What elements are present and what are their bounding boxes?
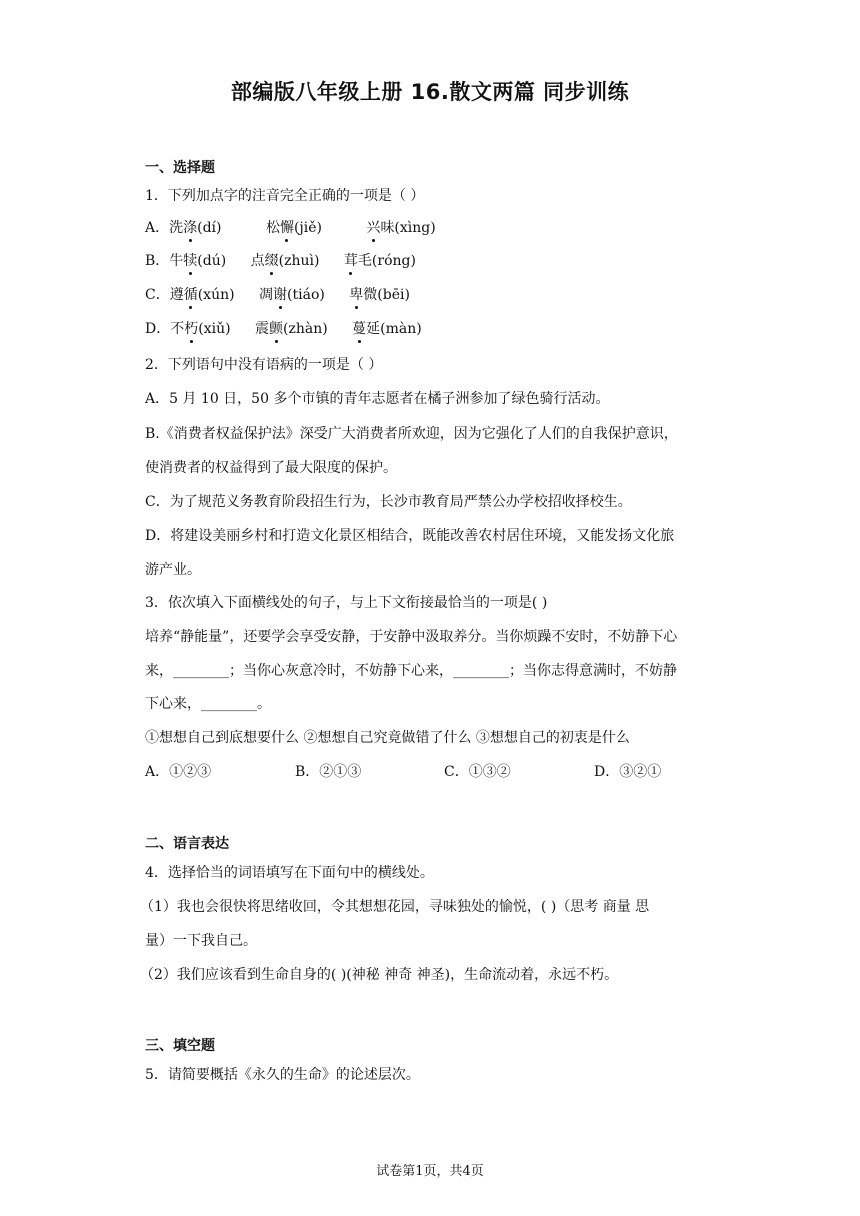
question-3-passage: 培养“静能量”，还要学会享受安静，于安静中汲取养分。当你烦躁不安时，不妨静下心 bbox=[145, 629, 678, 645]
option-text: 味(xìng) bbox=[380, 220, 436, 236]
dotted-char: 懈 bbox=[279, 220, 294, 236]
section-heading-language: 二、语言表达 bbox=[145, 836, 229, 852]
question-3-option-d[interactable]: D．③②① bbox=[594, 764, 662, 780]
question-3-passage-end: 下心来，________。 bbox=[145, 696, 271, 712]
pinyin: (zhàn) bbox=[283, 321, 328, 337]
dotted-char: 兴 bbox=[366, 220, 381, 236]
option-text: 毛(róng) bbox=[357, 253, 416, 269]
pinyin: (dí) bbox=[197, 220, 222, 236]
pinyin: (zhuì) bbox=[278, 253, 320, 269]
question-3-stem: 3．依次填入下面横线处的句子，与上下文衔接最恰当的一项是( ) bbox=[145, 595, 548, 611]
page-footer: 试卷第1页，共4页 bbox=[376, 1164, 484, 1179]
question-1-option-a[interactable] bbox=[145, 218, 436, 238]
dotted-char: 循 bbox=[183, 287, 198, 303]
option-label: D． bbox=[145, 321, 171, 337]
dotted-char: 谢 bbox=[273, 287, 288, 303]
option-text: 凋 bbox=[259, 287, 274, 303]
question-4-sentence-1-cont: 量）一下我自己。 bbox=[145, 933, 257, 949]
question-4-sentence-1: （1）我也会很快将思绪收回，令其想想花园，寻味独处的愉悦，( )（思考 商量 思 bbox=[140, 899, 650, 915]
question-3-items: ①想想自己到底想要什么 ②想想自己究竟做错了什么 ③想想自己的初衷是什么 bbox=[145, 730, 630, 746]
section-heading-choice: 一、选择题 bbox=[145, 160, 215, 176]
option-label: B． bbox=[145, 253, 170, 269]
question-5-stem: 5．请简要概括《永久的生命》的论述层次。 bbox=[145, 1067, 420, 1083]
question-2-option-d-cont: 游产业。 bbox=[145, 562, 201, 578]
option-text: 洗 bbox=[169, 220, 184, 236]
option-text: 松 bbox=[265, 220, 280, 236]
option-text: 微(bēi) bbox=[363, 287, 410, 303]
option-text: 震 bbox=[255, 321, 270, 337]
question-1-stem: 1．下列加点字的注音完全正确的一项是（ ） bbox=[145, 188, 425, 204]
question-2-option-d[interactable]: D．将建设美丽乡村和打造文化景区相结合，既能改善农村居住环境，又能发扬文化旅 bbox=[145, 528, 675, 544]
question-2-option-c[interactable]: C．为了规范义务教育阶段招生行为，长沙市教育局严禁公办学校招收择校生。 bbox=[145, 494, 632, 510]
question-3-option-b[interactable]: B．②①③ bbox=[295, 764, 362, 780]
pinyin: (tiáo) bbox=[287, 287, 325, 303]
question-2-option-b-cont: 使消费者的权益得到了最大限度的保护。 bbox=[145, 460, 397, 476]
question-1-option-d[interactable] bbox=[145, 319, 422, 339]
option-text: 点 bbox=[250, 253, 265, 269]
option-text: 延(màn) bbox=[366, 321, 422, 337]
dotted-char: 缀 bbox=[264, 253, 279, 269]
question-2-option-b[interactable]: B.《消费者权益保护法》深受广大消费者所欢迎，因为它强化了人们的自我保护意识， bbox=[145, 426, 678, 442]
dotted-char: 卑 bbox=[349, 287, 364, 303]
option-label: A． bbox=[145, 220, 170, 236]
option-text: 不 bbox=[170, 321, 185, 337]
question-3-option-c[interactable]: C．①③② bbox=[444, 764, 511, 780]
question-3-option-a[interactable]: A．①②③ bbox=[145, 764, 212, 780]
pinyin: (jiě) bbox=[293, 220, 322, 236]
dotted-char: 颤 bbox=[269, 321, 284, 337]
page-title: 部编版八年级上册 16.散文两篇 同步训练 bbox=[230, 80, 630, 104]
question-4-stem: 4．选择恰当的词语填写在下面句中的横线处。 bbox=[145, 865, 434, 881]
dotted-char: 涤 bbox=[183, 220, 198, 236]
pinyin: (xiǔ) bbox=[198, 321, 231, 337]
option-label: C． bbox=[145, 287, 170, 303]
question-4-sentence-2: （2）我们应该看到生命自身的( )(神秘 神奇 神圣)，生命流动着，永远不朽。 bbox=[140, 967, 619, 983]
question-2-option-a[interactable]: A．5 月 10 日，50 多个市镇的青年志愿者在橘子洲参加了绿色骑行活动。 bbox=[145, 391, 610, 407]
question-1-option-b[interactable] bbox=[145, 251, 416, 271]
question-2-stem: 2．下列语句中没有语病的一项是（ ） bbox=[145, 357, 383, 373]
question-1-option-c[interactable] bbox=[145, 285, 410, 305]
option-text: 牛 bbox=[169, 253, 184, 269]
dotted-char: 朽 bbox=[184, 321, 199, 337]
question-3-passage-cont: 来，________；当你心灰意冷时，不妨静下心来，________；当你志得意满时，不妨静 bbox=[145, 663, 677, 679]
section-heading-fill: 三、填空题 bbox=[145, 1038, 215, 1054]
dotted-char: 茸 bbox=[343, 253, 358, 269]
pinyin: (xún) bbox=[197, 287, 235, 303]
dotted-char: 蔓 bbox=[352, 321, 367, 337]
dotted-char: 犊 bbox=[183, 253, 198, 269]
pinyin: (dú) bbox=[197, 253, 227, 269]
option-text: 遵 bbox=[169, 287, 184, 303]
